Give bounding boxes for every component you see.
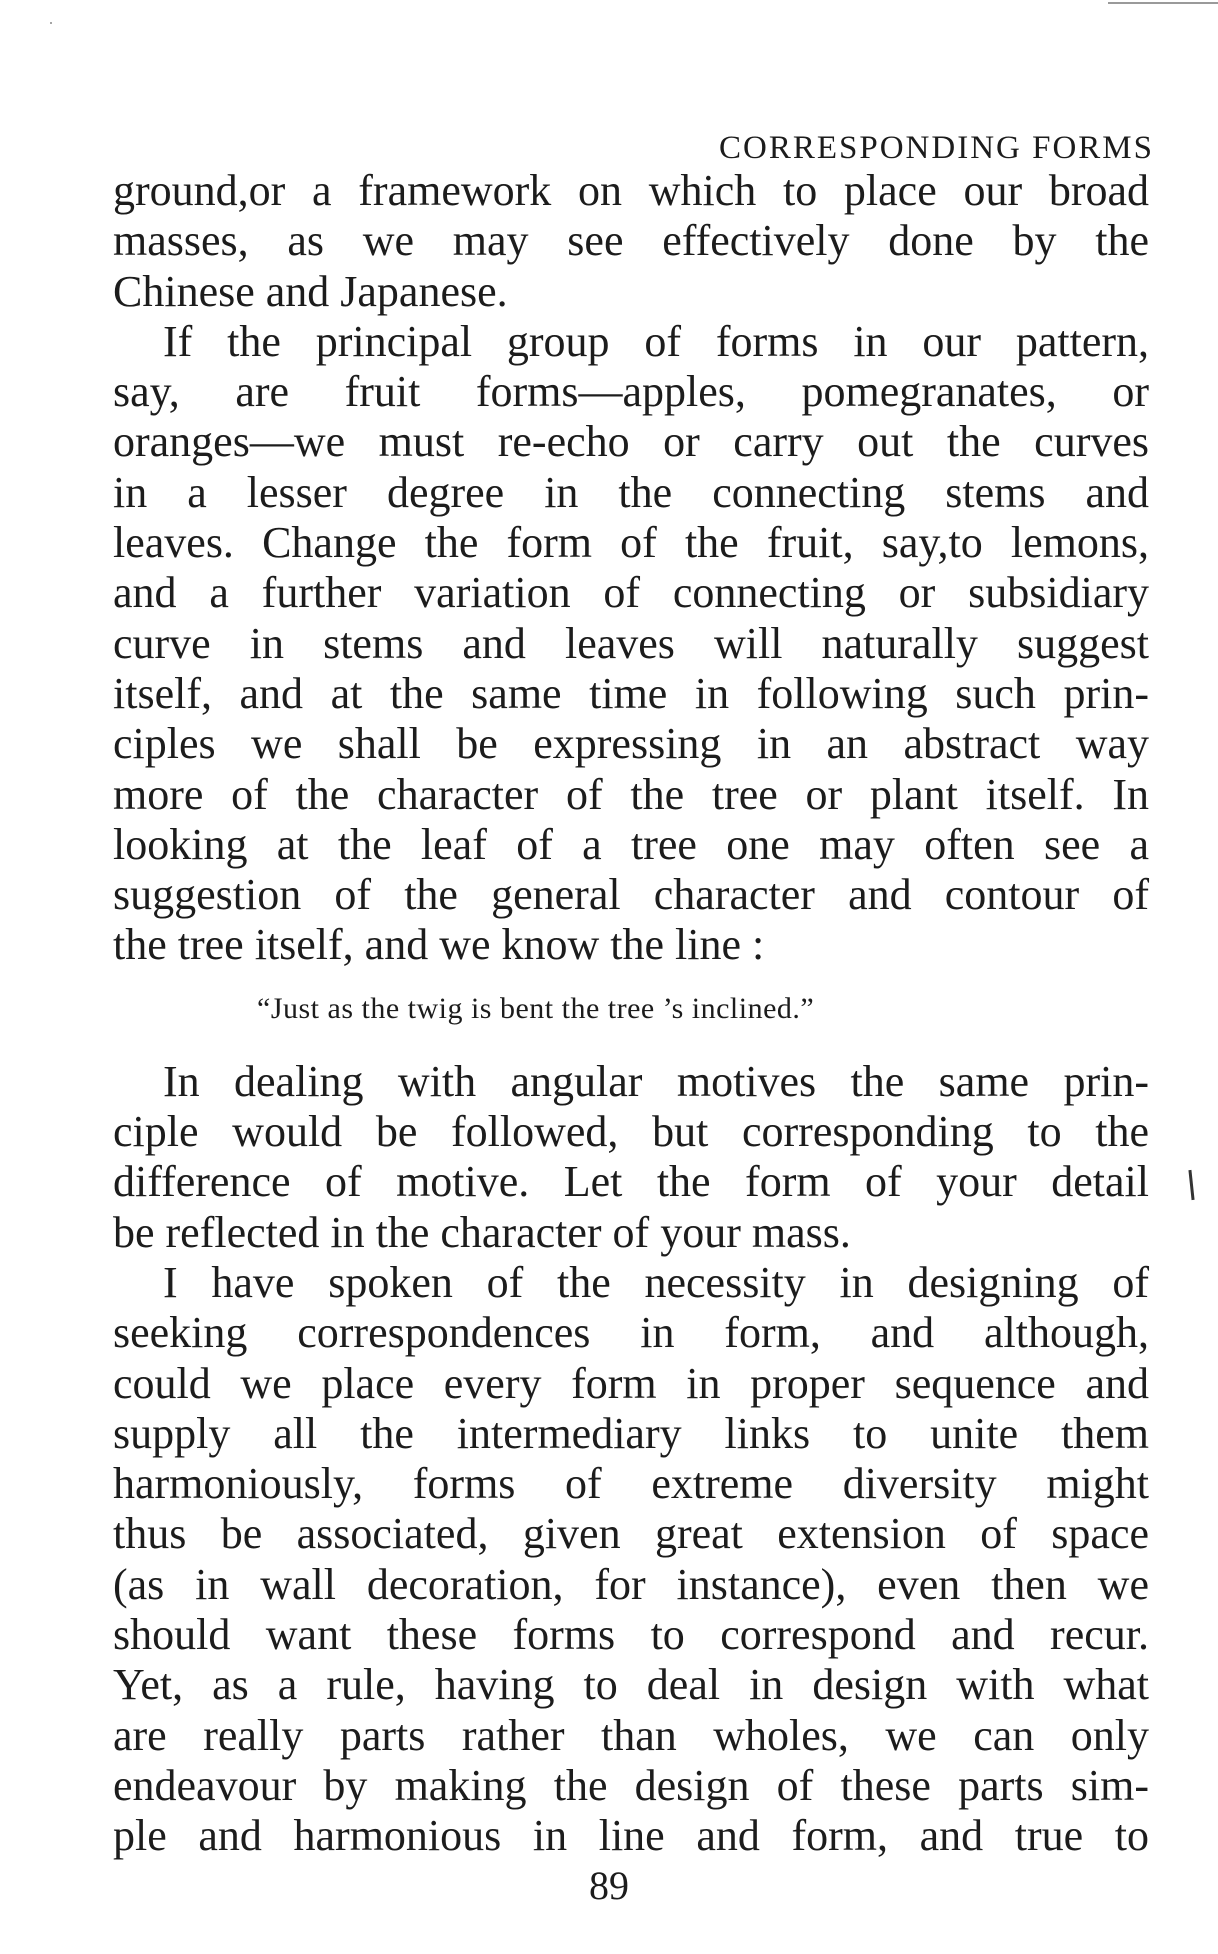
text-line: (as in wall decoration, for instance), even then we	[113, 1559, 1149, 1609]
text-line: If the principal group of forms in our pattern,	[163, 316, 1149, 366]
text-line: leaves. Change the form of the fruit, say,to lemons,	[113, 518, 1149, 568]
paragraph-1	[113, 166, 1149, 317]
page-number: 89	[589, 1863, 629, 1908]
scan-speck	[50, 22, 52, 24]
text-line: curve in stems and leaves will naturally suggest	[113, 618, 1149, 668]
text-line: and a further variation of connecting or subsidiary	[113, 568, 1149, 618]
text-line: say, are fruit forms—apples, pomegranates, or	[113, 367, 1149, 417]
paragraph-2	[113, 317, 1149, 971]
text-line: in a lesser degree in the connecting stems and	[113, 467, 1149, 517]
text-line: seeking correspondences in form, and although,	[113, 1308, 1149, 1358]
text-line: itself, and at the same time in following such prin-	[113, 668, 1149, 718]
running-head: CORRESPONDING FORMS	[718, 130, 1154, 166]
text-line: ciple would be followed, but corresponding to the	[113, 1107, 1149, 1157]
text-line: be reflected in the character of your mass.	[113, 1207, 851, 1257]
text-line: harmoniously, forms of extreme diversity might	[113, 1459, 1149, 1509]
margin-mark	[1188, 1170, 1194, 1200]
text-line: masses, as we may see effectively done by the	[113, 216, 1149, 266]
text-line: endeavour by making the design of these parts sim-	[113, 1760, 1149, 1810]
text-line: suggestion of the general character and contour of	[113, 870, 1149, 920]
text-line: supply all the intermediary links to unite them	[113, 1408, 1149, 1458]
text-line: I have spoken of the necessity in designing of	[163, 1257, 1149, 1307]
paragraph-3	[113, 1057, 1149, 1258]
text-line: thus be associated, given great extension of space	[113, 1509, 1149, 1559]
text-line: ground,or a framework on which to place our broad	[113, 166, 1149, 215]
text-line: oranges—we must re-echo or carry out the curves	[113, 417, 1149, 467]
text-line: Yet, as a rule, having to deal in design with what	[113, 1660, 1149, 1710]
text-line: should want these forms to correspond and recur.	[113, 1610, 1149, 1660]
text-line: could we place every form in proper sequence and	[113, 1358, 1149, 1408]
scan-edge-rule	[1108, 2, 1218, 4]
body-text	[113, 166, 1149, 1862]
block-quote: “Just as the twig is bent the tree ’s inclined.”	[257, 991, 815, 1025]
text-line: ple and harmonious in line and form, and true to	[113, 1811, 1149, 1861]
text-line: the tree itself, and we know the line :	[113, 920, 765, 970]
text-line: difference of motive. Let the form of your detail	[113, 1157, 1149, 1207]
text-line: are really parts rather than wholes, we can only	[113, 1710, 1149, 1760]
text-line: In dealing with angular motives the same prin-	[163, 1056, 1149, 1106]
text-line: ciples we shall be expressing in an abstract way	[113, 719, 1149, 769]
text-line: Chinese and Japanese.	[113, 266, 508, 316]
text-line: looking at the leaf of a tree one may often see a	[113, 819, 1149, 869]
text-line: more of the character of the tree or plant itself. In	[113, 769, 1149, 819]
paragraph-4	[113, 1258, 1149, 1862]
